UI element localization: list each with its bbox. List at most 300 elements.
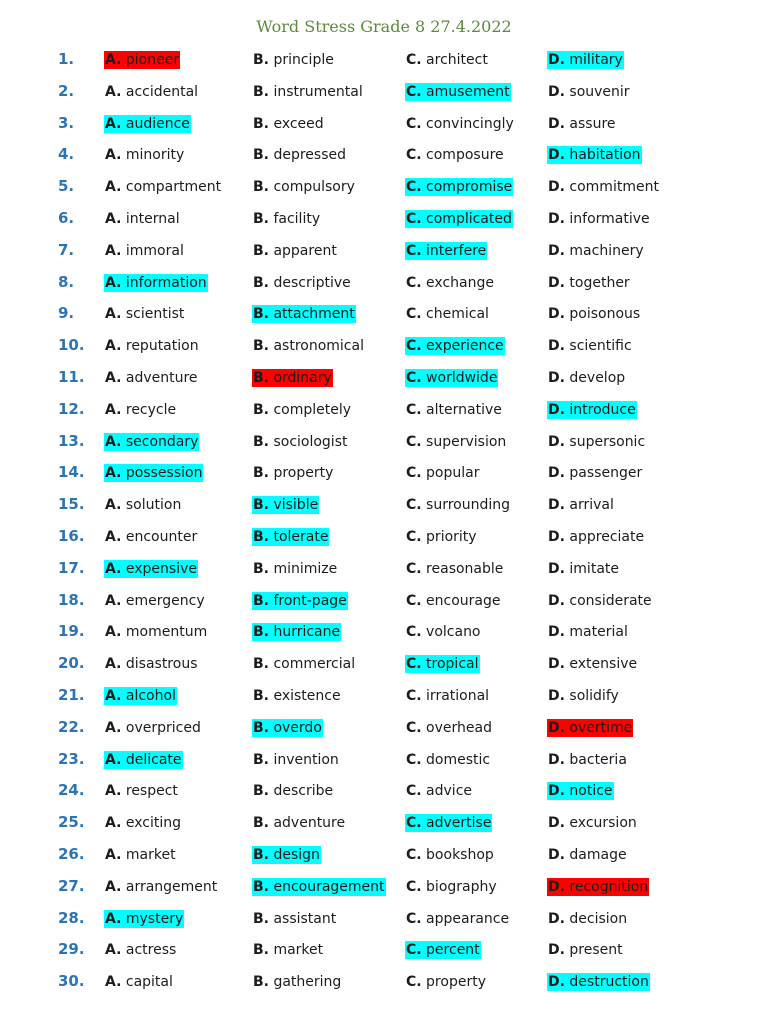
- option-letter: C.: [406, 274, 422, 291]
- option-letter: B.: [253, 465, 269, 482]
- option-word: habitation: [569, 147, 641, 164]
- option-b: [252, 592, 348, 610]
- option-word: exceed: [273, 115, 324, 132]
- option-letter: D.: [548, 624, 565, 641]
- option-word: mystery: [125, 910, 184, 927]
- option-a: [104, 592, 206, 610]
- option-letter: B.: [253, 83, 269, 100]
- option-d: [547, 496, 615, 514]
- option-letter: B.: [253, 624, 269, 641]
- question-number: 29.: [58, 940, 85, 959]
- question-row: [0, 171, 768, 203]
- question-number: 13.: [58, 431, 85, 450]
- option-b: [252, 687, 342, 705]
- question-row: [0, 394, 768, 426]
- option-a: [104, 973, 174, 991]
- option-d: [547, 846, 628, 864]
- question-number: 16.: [58, 526, 85, 545]
- option-word: actress: [125, 942, 177, 959]
- question-row: [0, 426, 768, 458]
- option-b: [252, 623, 341, 641]
- question-number: 20.: [58, 654, 85, 673]
- option-letter: D.: [548, 465, 565, 482]
- question-row: [0, 553, 768, 585]
- option-d: [547, 464, 643, 482]
- option-word: delicate: [125, 751, 182, 768]
- question-number: 6.: [58, 208, 75, 227]
- option-letter: C.: [406, 624, 422, 641]
- option-letter: D.: [548, 687, 565, 704]
- option-c: [405, 687, 490, 705]
- option-word: scientist: [125, 306, 185, 323]
- option-letter: A.: [105, 497, 122, 514]
- option-letter: C.: [406, 52, 422, 68]
- option-word: domestic: [426, 751, 491, 768]
- option-letter: C.: [406, 560, 422, 577]
- option-d: [547, 623, 629, 641]
- option-word: information: [125, 274, 207, 291]
- option-letter: B.: [253, 274, 269, 291]
- option-d: [547, 814, 638, 832]
- option-a: [104, 305, 185, 323]
- option-letter: B.: [253, 560, 269, 577]
- option-d: [547, 719, 633, 737]
- option-d: [547, 146, 642, 164]
- question-number: 28.: [58, 908, 85, 927]
- question-number: 10.: [58, 336, 85, 355]
- option-word: tropical: [426, 656, 479, 673]
- option-word: passenger: [569, 465, 643, 482]
- option-c: [405, 973, 487, 991]
- question-row: [0, 76, 768, 108]
- option-d: [547, 560, 620, 578]
- option-word: informative: [569, 210, 650, 227]
- option-d: [547, 178, 660, 196]
- option-a: [104, 242, 185, 260]
- option-letter: C.: [406, 815, 422, 832]
- option-c: [405, 814, 492, 832]
- option-word: interfere: [426, 242, 487, 259]
- option-word: assure: [569, 115, 616, 132]
- option-letter: D.: [548, 433, 565, 450]
- option-a: [104, 337, 200, 355]
- option-word: alcohol: [125, 687, 176, 704]
- option-d: [547, 210, 651, 228]
- option-c: [405, 242, 487, 260]
- question-row: [0, 648, 768, 680]
- question-number: 30.: [58, 972, 85, 991]
- option-word: recognition: [569, 878, 649, 895]
- option-word: military: [569, 52, 623, 68]
- option-a: [104, 496, 182, 514]
- option-a: [104, 846, 177, 864]
- option-letter: C.: [406, 878, 422, 895]
- option-word: arrangement: [125, 878, 218, 895]
- option-letter: C.: [406, 210, 422, 227]
- option-letter: D.: [548, 147, 565, 164]
- option-letter: A.: [105, 878, 122, 895]
- option-word: compromise: [426, 179, 513, 196]
- option-a: [104, 178, 222, 196]
- option-d: [547, 115, 617, 133]
- option-c: [405, 719, 493, 737]
- option-a: [104, 274, 208, 292]
- option-c: [405, 146, 505, 164]
- question-row: [0, 744, 768, 776]
- option-letter: C.: [406, 528, 422, 545]
- option-a: [104, 814, 182, 832]
- option-d: [547, 242, 645, 260]
- question-list: [0, 44, 768, 998]
- option-d: [547, 401, 637, 419]
- option-word: overhead: [426, 719, 492, 736]
- question-row: [0, 489, 768, 521]
- option-word: disastrous: [125, 656, 198, 673]
- option-letter: D.: [548, 592, 565, 609]
- question-row: [0, 871, 768, 903]
- option-word: momentum: [125, 624, 208, 641]
- option-letter: D.: [548, 815, 565, 832]
- option-word: reasonable: [426, 560, 504, 577]
- option-letter: D.: [548, 974, 565, 991]
- option-c: [405, 623, 482, 641]
- option-letter: D.: [548, 719, 565, 736]
- option-word: popular: [426, 465, 480, 482]
- option-d: [547, 751, 628, 769]
- option-word: solution: [125, 497, 182, 514]
- option-a: [104, 719, 202, 737]
- option-letter: C.: [406, 369, 422, 386]
- option-letter: A.: [105, 433, 122, 450]
- option-word: overtime: [569, 719, 633, 736]
- option-b: [252, 274, 352, 292]
- option-word: supervision: [426, 433, 507, 450]
- option-a: [104, 623, 208, 641]
- option-word: front-page: [273, 592, 347, 609]
- option-word: considerate: [569, 592, 652, 609]
- option-letter: D.: [548, 878, 565, 895]
- option-word: architect: [426, 52, 488, 68]
- option-c: [405, 401, 503, 419]
- option-letter: B.: [253, 815, 269, 832]
- option-letter: D.: [548, 83, 565, 100]
- option-letter: A.: [105, 687, 122, 704]
- option-c: [405, 496, 511, 514]
- option-letter: A.: [105, 52, 122, 68]
- question-number: 26.: [58, 844, 85, 863]
- option-letter: A.: [105, 942, 122, 959]
- option-letter: B.: [253, 783, 269, 800]
- option-letter: D.: [548, 910, 565, 927]
- option-a: [104, 560, 198, 578]
- option-b: [252, 560, 338, 578]
- option-letter: C.: [406, 83, 422, 100]
- option-word: present: [569, 942, 623, 959]
- option-letter: D.: [548, 274, 565, 291]
- option-letter: C.: [406, 433, 422, 450]
- option-word: irrational: [426, 687, 490, 704]
- option-word: facility: [273, 210, 321, 227]
- option-letter: C.: [406, 846, 422, 863]
- option-d: [547, 369, 626, 387]
- option-letter: D.: [548, 560, 565, 577]
- option-word: percent: [426, 942, 480, 959]
- option-letter: D.: [548, 497, 565, 514]
- option-d: [547, 83, 631, 101]
- option-word: minority: [125, 147, 185, 164]
- option-word: hurricane: [273, 624, 341, 641]
- question-row: [0, 457, 768, 489]
- option-c: [405, 305, 490, 323]
- option-letter: A.: [105, 560, 122, 577]
- option-word: imitate: [569, 560, 619, 577]
- page-title: Word Stress Grade 8 27.4.2022: [256, 17, 512, 36]
- option-word: adventure: [125, 369, 198, 386]
- option-a: [104, 782, 179, 800]
- option-letter: B.: [253, 147, 269, 164]
- option-word: secondary: [125, 433, 199, 450]
- option-word: notice: [569, 783, 613, 800]
- option-word: depressed: [273, 147, 346, 164]
- question-number: 8.: [58, 272, 75, 291]
- option-c: [405, 751, 491, 769]
- option-word: commercial: [273, 656, 356, 673]
- option-word: encounter: [125, 528, 198, 545]
- option-word: possession: [125, 465, 203, 482]
- option-d: [547, 274, 631, 292]
- option-word: solidify: [569, 687, 619, 704]
- question-row: [0, 521, 768, 553]
- question-number: 7.: [58, 240, 75, 259]
- option-c: [405, 178, 513, 196]
- option-letter: D.: [548, 179, 565, 196]
- option-letter: A.: [105, 369, 122, 386]
- option-word: machinery: [569, 242, 644, 259]
- option-word: tolerate: [273, 528, 329, 545]
- option-d: [547, 592, 653, 610]
- option-c: [405, 910, 510, 928]
- option-letter: A.: [105, 274, 122, 291]
- option-letter: B.: [253, 878, 269, 895]
- option-word: pioneer: [125, 52, 180, 68]
- option-c: [405, 592, 502, 610]
- option-word: damage: [569, 846, 627, 863]
- option-b: [252, 655, 356, 673]
- option-letter: A.: [105, 719, 122, 736]
- option-word: encourage: [426, 592, 501, 609]
- option-word: invention: [273, 751, 339, 768]
- option-b: [252, 433, 348, 451]
- question-row: [0, 139, 768, 171]
- option-word: encouragement: [273, 878, 385, 895]
- option-word: appearance: [426, 910, 510, 927]
- option-word: accidental: [125, 83, 199, 100]
- option-d: [547, 337, 633, 355]
- option-d: [547, 51, 624, 69]
- option-letter: A.: [105, 910, 122, 927]
- option-word: advice: [426, 783, 472, 800]
- question-row: [0, 44, 768, 76]
- option-b: [252, 115, 325, 133]
- option-word: volcano: [426, 624, 481, 641]
- option-word: internal: [125, 210, 180, 227]
- option-b: [252, 369, 333, 387]
- option-c: [405, 655, 480, 673]
- option-word: immoral: [125, 242, 184, 259]
- option-c: [405, 210, 513, 228]
- option-word: extensive: [569, 656, 638, 673]
- option-word: property: [426, 974, 486, 991]
- option-word: property: [273, 465, 334, 482]
- option-word: advertise: [426, 815, 492, 832]
- option-letter: B.: [253, 497, 269, 514]
- question-number: 12.: [58, 399, 85, 418]
- option-letter: B.: [253, 528, 269, 545]
- question-row: [0, 330, 768, 362]
- question-row: [0, 108, 768, 140]
- option-a: [104, 115, 191, 133]
- option-word: respect: [125, 783, 178, 800]
- option-word: convincingly: [426, 115, 514, 132]
- option-d: [547, 305, 641, 323]
- option-letter: A.: [105, 751, 122, 768]
- option-d: [547, 528, 645, 546]
- option-d: [547, 878, 649, 896]
- question-row: [0, 680, 768, 712]
- option-word: overpriced: [125, 719, 201, 736]
- question-number: 17.: [58, 558, 85, 577]
- option-letter: C.: [406, 338, 422, 355]
- option-letter: C.: [406, 179, 422, 196]
- option-letter: D.: [548, 210, 565, 227]
- option-word: apparent: [273, 242, 337, 259]
- option-letter: D.: [548, 751, 565, 768]
- option-d: [547, 973, 650, 991]
- option-letter: D.: [548, 242, 565, 259]
- option-letter: B.: [253, 433, 269, 450]
- question-row: [0, 807, 768, 839]
- option-letter: A.: [105, 528, 122, 545]
- option-word: describe: [273, 783, 334, 800]
- option-a: [104, 751, 183, 769]
- option-word: recycle: [125, 401, 177, 418]
- question-row: [0, 267, 768, 299]
- question-row: [0, 203, 768, 235]
- option-letter: B.: [253, 338, 269, 355]
- option-c: [405, 528, 478, 546]
- option-letter: D.: [548, 338, 565, 355]
- option-letter: C.: [406, 242, 422, 259]
- option-word: exchange: [426, 274, 494, 291]
- option-letter: C.: [406, 592, 422, 609]
- option-word: audience: [125, 115, 190, 132]
- option-letter: C.: [406, 687, 422, 704]
- question-number: 3.: [58, 113, 75, 132]
- question-row: [0, 235, 768, 267]
- option-letter: A.: [105, 592, 122, 609]
- option-letter: D.: [548, 306, 565, 323]
- option-word: develop: [569, 369, 626, 386]
- option-word: alternative: [426, 401, 502, 418]
- option-c: [405, 83, 511, 101]
- option-word: exciting: [125, 815, 182, 832]
- option-d: [547, 941, 624, 959]
- option-word: completely: [273, 401, 352, 418]
- option-c: [405, 878, 498, 896]
- option-c: [405, 369, 498, 387]
- option-letter: A.: [105, 147, 122, 164]
- option-d: [547, 655, 638, 673]
- option-word: biography: [426, 878, 497, 895]
- option-letter: B.: [253, 719, 269, 736]
- option-a: [104, 401, 177, 419]
- option-c: [405, 337, 505, 355]
- option-letter: D.: [548, 846, 565, 863]
- option-word: excursion: [569, 815, 637, 832]
- option-letter: C.: [406, 974, 422, 991]
- option-word: sociologist: [273, 433, 348, 450]
- option-letter: A.: [105, 465, 122, 482]
- option-c: [405, 464, 480, 482]
- option-word: amusement: [426, 83, 510, 100]
- option-d: [547, 782, 614, 800]
- option-letter: D.: [548, 656, 565, 673]
- option-letter: D.: [548, 783, 565, 800]
- option-letter: C.: [406, 783, 422, 800]
- option-b: [252, 846, 321, 864]
- option-word: visible: [273, 497, 319, 514]
- option-letter: A.: [105, 656, 122, 673]
- option-c: [405, 941, 481, 959]
- option-letter: C.: [406, 147, 422, 164]
- option-d: [547, 910, 628, 928]
- option-word: market: [273, 942, 324, 959]
- option-letter: A.: [105, 210, 122, 227]
- option-letter: C.: [406, 719, 422, 736]
- option-a: [104, 910, 184, 928]
- question-row: [0, 362, 768, 394]
- question-number: 24.: [58, 781, 85, 800]
- option-word: compulsory: [273, 179, 355, 196]
- option-word: composure: [426, 147, 504, 164]
- option-letter: D.: [548, 528, 565, 545]
- option-d: [547, 687, 620, 705]
- option-word: ordinary: [273, 369, 332, 386]
- option-letter: C.: [406, 751, 422, 768]
- option-letter: A.: [105, 783, 122, 800]
- option-letter: C.: [406, 115, 422, 132]
- option-b: [252, 83, 364, 101]
- question-number: 27.: [58, 876, 85, 895]
- option-letter: A.: [105, 338, 122, 355]
- question-row: [0, 934, 768, 966]
- option-word: bacteria: [569, 751, 627, 768]
- option-b: [252, 751, 340, 769]
- question-number: 15.: [58, 495, 85, 514]
- question-number: 22.: [58, 717, 85, 736]
- option-word: scientific: [569, 338, 632, 355]
- option-word: adventure: [273, 815, 346, 832]
- question-number: 1.: [58, 50, 75, 68]
- option-word: supersonic: [569, 433, 646, 450]
- question-number: 19.: [58, 622, 85, 641]
- option-a: [104, 369, 199, 387]
- option-letter: B.: [253, 687, 269, 704]
- option-b: [252, 528, 329, 546]
- option-letter: C.: [406, 465, 422, 482]
- option-letter: B.: [253, 656, 269, 673]
- option-c: [405, 274, 495, 292]
